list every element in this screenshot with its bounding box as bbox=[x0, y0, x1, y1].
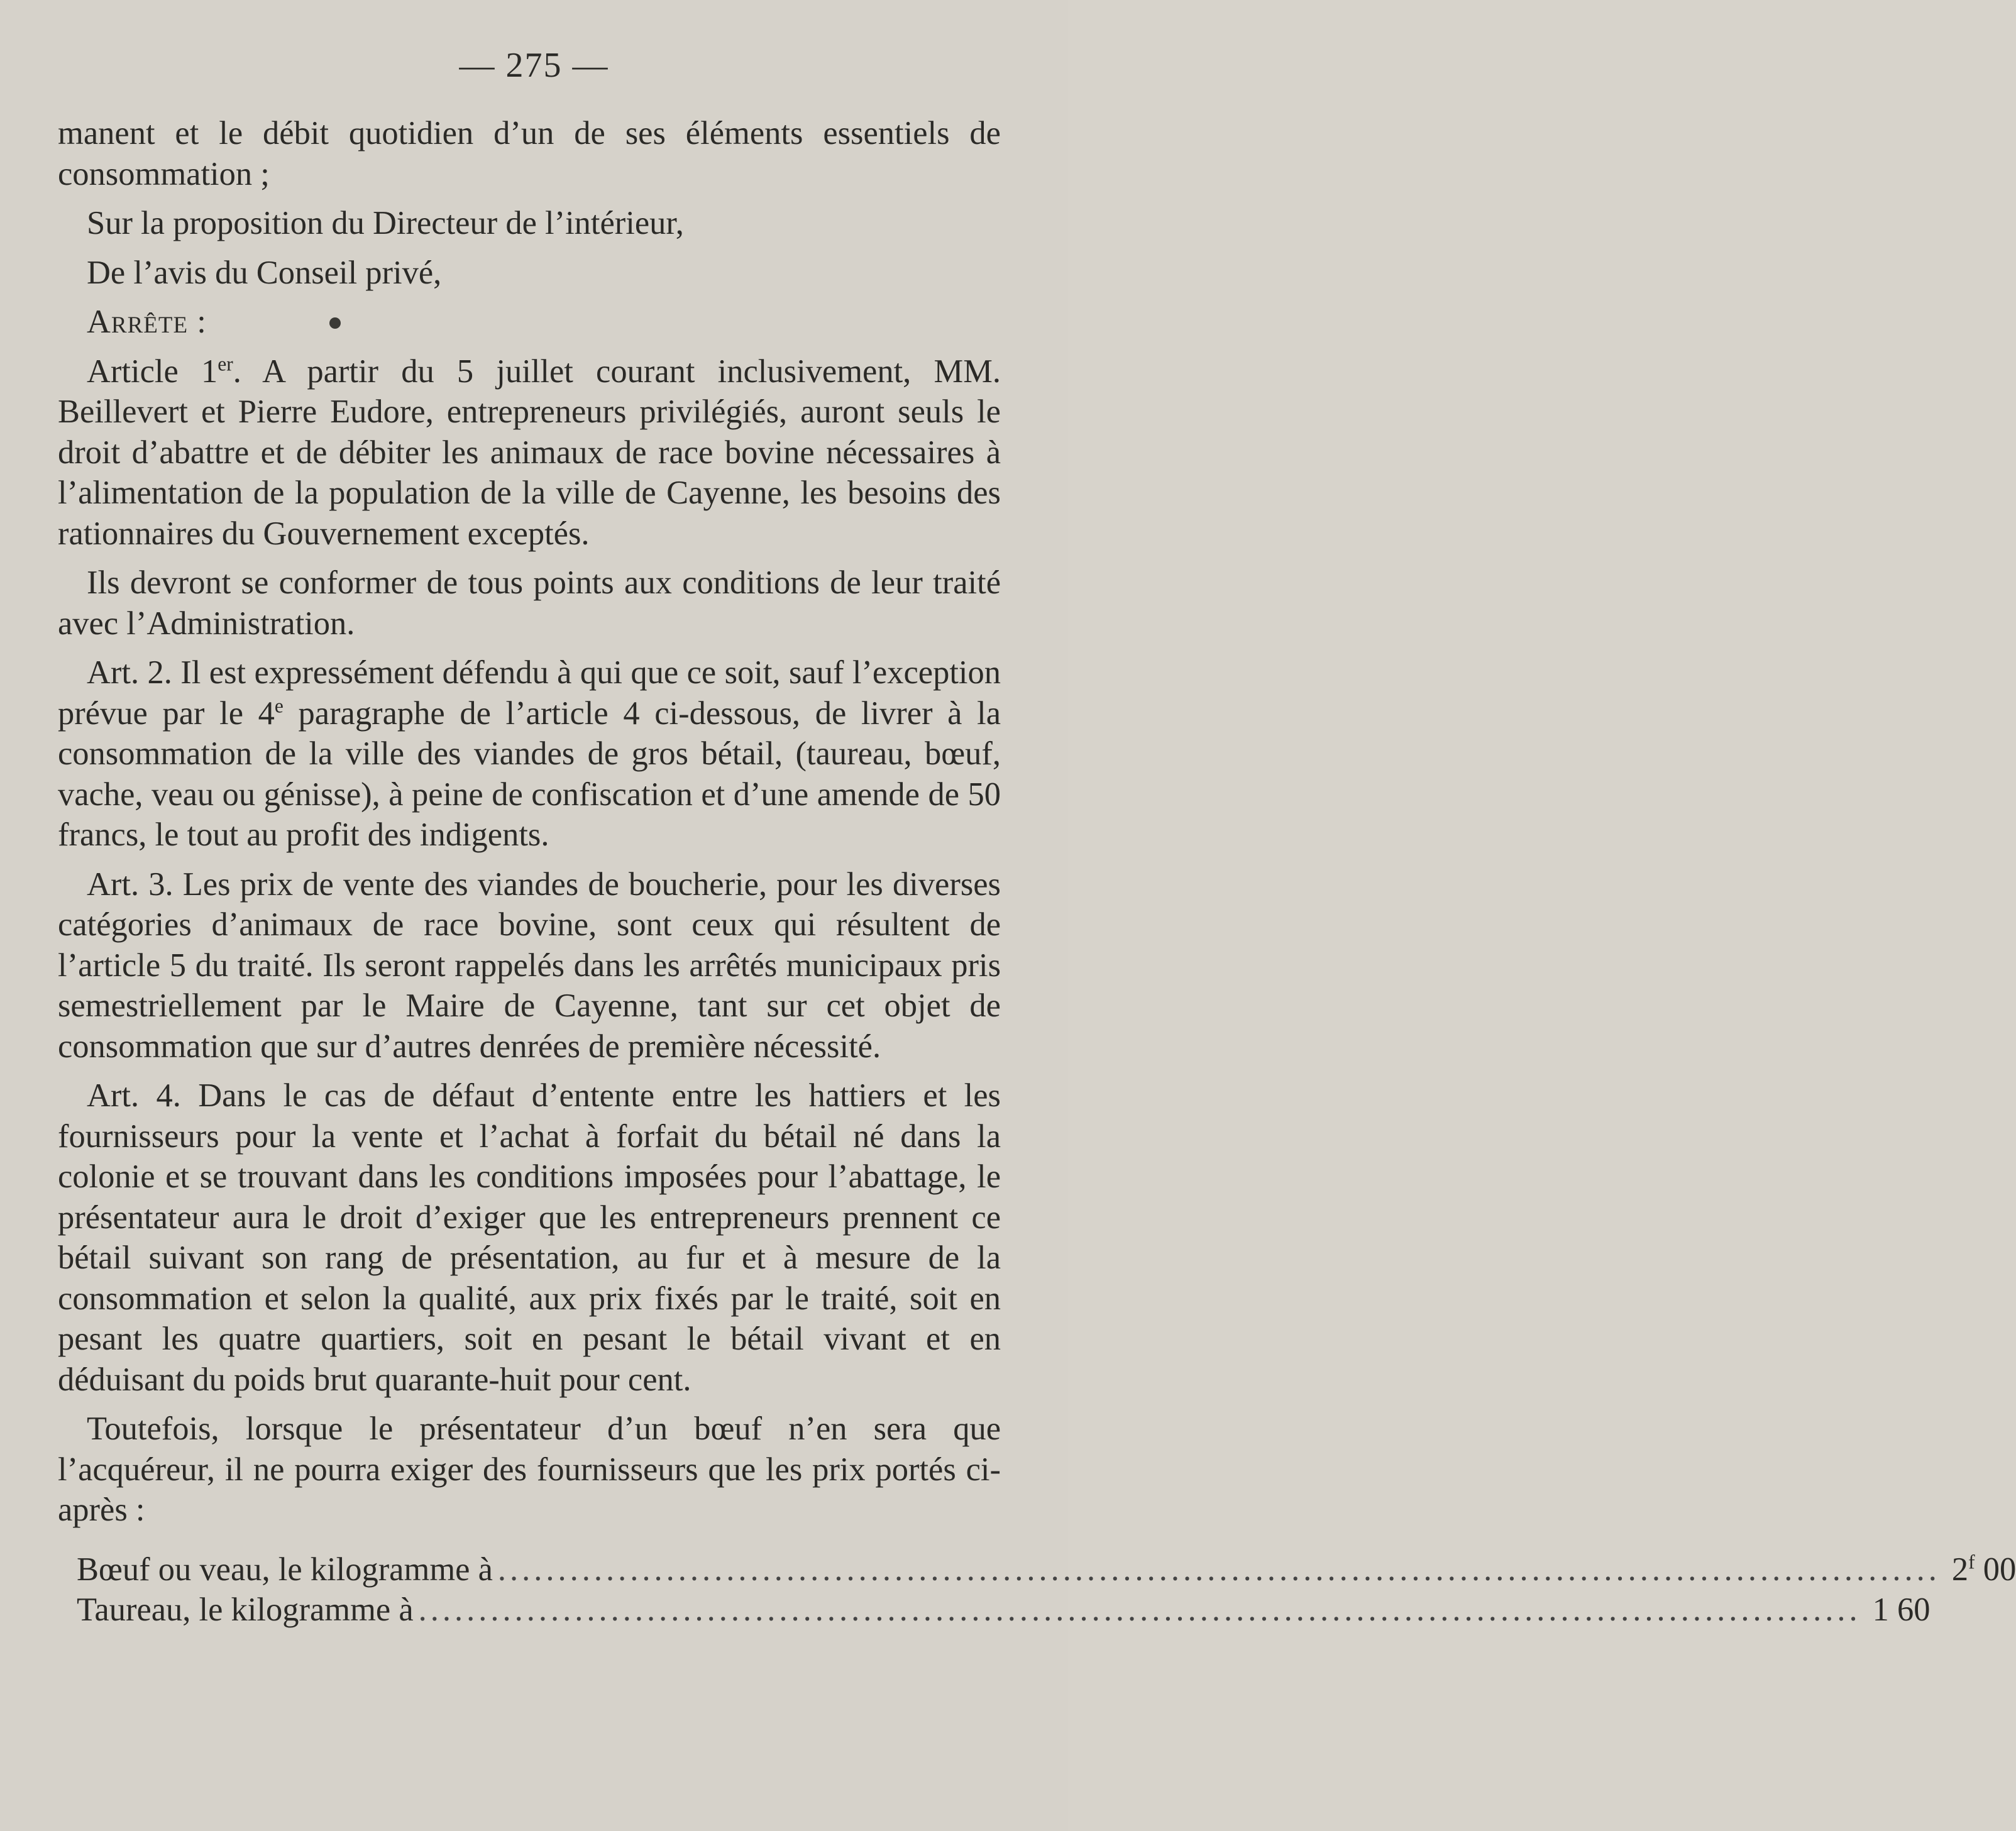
dot-leader: ........................................................................................................................ bbox=[497, 1551, 1941, 1588]
paragraph-continuation: manent et le débit quotidien d’un de ses éléments essentiels de consommation ; bbox=[58, 115, 1001, 192]
article-1-text: . A partir du 5 juillet courant inclusivement, MM. Beillevert et Pierre Eudore, entrepreneurs privilégiés, auront seuls le droit d’abattre et de débiter les animaux de race bovine nécessaires à l’alimentation de la population de la ville de Cayenne, les besoins des rationnaires du Gouvernement exceptés. bbox=[58, 353, 1001, 552]
article-4-exception: Toutefois, lorsque le présentateur d’un bœuf n’en sera que l’acquéreur, il ne pourra exiger des fournisseurs que les prix portés ci-après : bbox=[58, 1410, 1001, 1528]
article-2 bbox=[58, 652, 1001, 855]
price-label: Bœuf ou veau, le kilogramme à bbox=[77, 1551, 493, 1588]
article-1 bbox=[58, 351, 1001, 554]
price-value-rest: 00 bbox=[1975, 1551, 2016, 1588]
article-1-conditions: Ils devront se conformer de tous points aux conditions de leur traité avec l’Administration. bbox=[58, 564, 1001, 642]
article-3: Art. 3. Les prix de vente des viandes de boucherie, pour les diverses catégories d’animaux de race bovine, sont ceux qui résultent de l’article 5 du traité. Ils seront rappelés dans les arrêtés municipaux pris semestriellement par le Maire de Cayenne, tant sur cet objet de consommation que sur d’autres denrées de première nécessité. bbox=[58, 866, 1001, 1065]
article-1-sup: er bbox=[218, 353, 233, 375]
article-2-sup: e bbox=[274, 695, 284, 717]
article-2-text: paragraphe de l’article 4 ci-dessous, de livrer à la consommation de la ville des viandes de gros bétail, (taureau, bœuf, vache, veau ou génisse), à peine de confiscation et d’une amende de 50 francs, le tout au profit des indigents. bbox=[58, 695, 1001, 853]
dot-leader: ........................................................................................................................ bbox=[418, 1592, 1861, 1628]
price-value-main: 1 60 bbox=[1872, 1592, 1931, 1628]
paragraph-proposition: Sur la proposition du Directeur de l’intérieur, bbox=[87, 205, 684, 241]
price-row-taureau bbox=[58, 1590, 1931, 1630]
price-value-sup: f bbox=[1968, 1551, 1975, 1573]
paragraph-avis: De l’avis du Conseil privé, bbox=[87, 254, 442, 291]
decree-heading: Arrête : bbox=[87, 304, 207, 340]
price-value-main: 2 bbox=[1951, 1551, 1969, 1588]
article-2-lead: Art. 2. Il est expressément défendu à qui que ce soit, sauf l’exception prévue par le 4 bbox=[58, 654, 1001, 732]
price-label: Taureau, le kilogramme à bbox=[77, 1592, 414, 1628]
body-text bbox=[58, 113, 2016, 1630]
page-number: — 275 — bbox=[459, 46, 609, 85]
price-row-boeuf bbox=[58, 1549, 2016, 1590]
price-value bbox=[1866, 1590, 1931, 1630]
price-value bbox=[1946, 1549, 2016, 1590]
article-1-lead: Article 1 bbox=[87, 353, 218, 390]
article-4: Art. 4. Dans le cas de défaut d’entente entre les hattiers et les fournisseurs pour la vente et l’achat à forfait du bétail né dans la colonie et se trouvant dans les conditions imposées pour l’abattage, le présentateur aura le droit d’exiger que les entrepreneurs prennent ce bétail suivant son rang de présentation, au fur et à mesure de la consommation et selon la qualité, aux prix fixés par le traité, soit en pesant les quatre quartiers, soit en pesant le bétail vivant et en déduisant du poids brut quarante-huit pour cent. bbox=[58, 1077, 1001, 1398]
